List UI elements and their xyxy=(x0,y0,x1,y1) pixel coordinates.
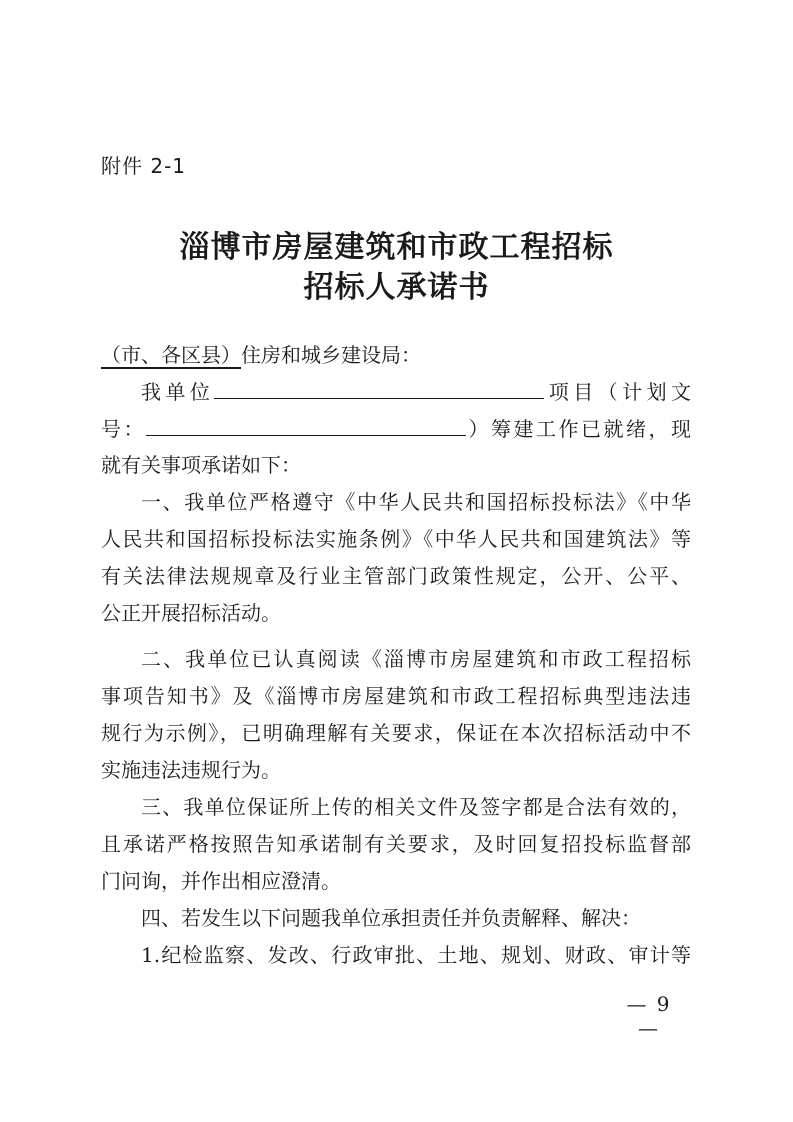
paragraph-line: 一、我单位严格遵守《中华人民共和国招标投标法》《中华 xyxy=(141,490,691,514)
paragraph-line: 事项告知书》及《淄博市房屋建筑和市政工程招标典型违法违 xyxy=(101,684,691,708)
paragraph-line: 且承诺严格按照告知承诺制有关要求，及时回复招投标监督部 xyxy=(101,832,691,856)
page-number: — 9 — xyxy=(626,992,672,1040)
plan-number-blank xyxy=(146,415,466,436)
paragraph-line: 门问询，并作出相应澄清。 xyxy=(101,869,341,893)
paragraph-line: 1.纪检监察、发改、行政审批、土地、规划、财政、审计等 xyxy=(141,943,691,967)
addressee-prefix: （市、各区县） xyxy=(101,343,241,367)
addressee-suffix: 住房和城乡建设局： xyxy=(241,343,421,367)
paragraph-line: 四、若发生以下问题我单位承担责任并负责解释、解决： xyxy=(141,906,641,930)
paragraph-line: 有关法律法规规章及行业主管部门政策性规定，公开、公平、 xyxy=(101,564,691,588)
paragraph-line: 规行为示例》，已明确理解有关要求，保证在本次招标活动中不 xyxy=(101,721,691,745)
paragraph-line: 实施违法违规行为。 xyxy=(101,758,281,782)
paragraph-line: 人民共和国招标投标法实施条例》《中华人民共和国建筑法》等 xyxy=(101,527,691,551)
document-title-line-2: 招标人承诺书 xyxy=(303,270,490,305)
pledge-line1-end: 项目（计划文 xyxy=(544,380,691,404)
paragraph-line: 三、我单位保证所上传的相关文件及签字都是合法有效的， xyxy=(141,795,691,819)
document-title-line-1: 淄博市房屋建筑和市政工程招标 xyxy=(179,230,614,265)
pledge-line-3: 就有关事项承诺如下： xyxy=(101,453,301,477)
paragraph-line: 二、我单位已认真阅读《淄博市房屋建筑和市政工程招标 xyxy=(141,647,691,671)
pledge-line2-end: ）筹建工作已就绪，现 xyxy=(466,417,691,441)
pledge-line2-start: 号： xyxy=(101,417,146,441)
project-name-blank xyxy=(214,378,544,399)
pledge-line-1 xyxy=(141,377,691,407)
paragraph-line: 公正开展招标活动。 xyxy=(101,601,281,625)
pledge-line-2 xyxy=(101,414,691,444)
addressee-line xyxy=(101,340,691,370)
pledge-line1-start: 我单位 xyxy=(141,380,215,404)
attachment-label: 附件 2-1 xyxy=(101,154,187,178)
